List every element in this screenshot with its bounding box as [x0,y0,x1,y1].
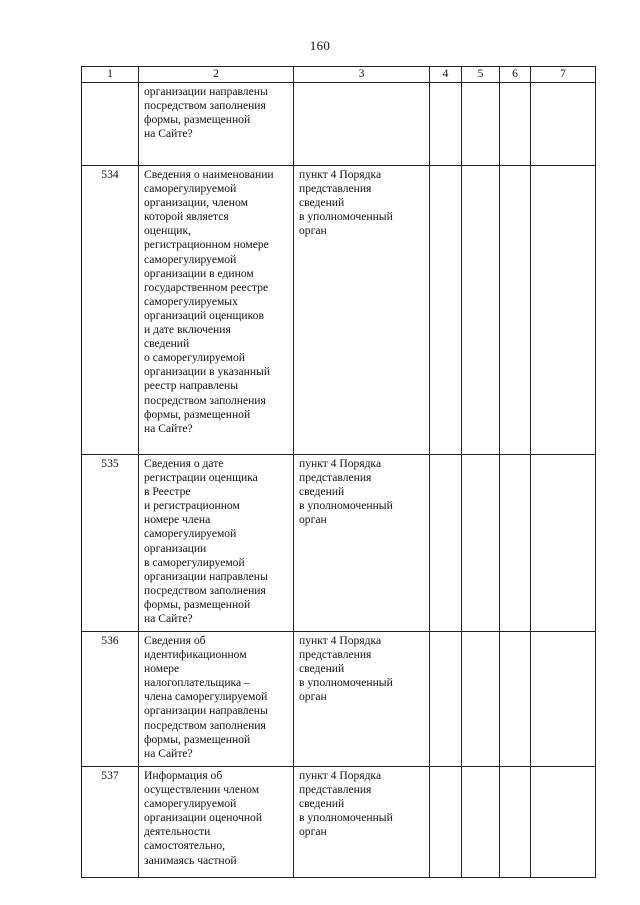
cell-col7 [531,83,596,166]
column-header-5: 5 [462,67,500,83]
cell-col6 [500,455,531,632]
cell-col5 [462,632,500,767]
page-number: 160 [309,38,331,53]
column-header-7: 7 [531,67,596,83]
cell-col7 [531,455,596,632]
legal-reference: пункт 4 Порядка представления сведений в уполномоченный орган [294,632,430,767]
cell-col6 [500,632,531,767]
legal-reference: пункт 4 Порядка представления сведений в уполномоченный орган [294,767,430,878]
column-header-3: 3 [294,67,430,83]
legal-reference: пункт 4 Порядка представления сведений в уполномоченный орган [294,455,430,632]
cell-col6 [500,166,531,455]
table-row-536 [82,632,596,767]
requirements-table [81,66,596,878]
column-header-4: 4 [430,67,462,83]
cell-col5 [462,767,500,878]
row-number: 536 [82,632,139,767]
column-header-2: 2 [139,67,294,83]
cell-col7 [531,166,596,455]
cell-col7 [531,767,596,878]
row-number [82,83,139,166]
table-row-534 [82,166,596,455]
row-number: 534 [82,166,139,455]
cell-col4 [430,632,462,767]
cell-col5 [462,166,500,455]
cell-col4 [430,767,462,878]
row-number: 537 [82,767,139,878]
column-header-1: 1 [82,67,139,83]
cell-col4 [430,166,462,455]
cell-col4 [430,83,462,166]
legal-reference: пункт 4 Порядка представления сведений в уполномоченный орган [294,166,430,455]
table-header-row [82,67,596,83]
cell-col4 [430,455,462,632]
cell-col5 [462,455,500,632]
cell-col7 [531,632,596,767]
row-number: 535 [82,455,139,632]
question-text: Информация об осуществлении членом саморегулируемой организации оценочной деятельности самостоятельно, занимаясь частной [139,767,294,878]
table-row-continued [82,83,596,166]
cell-col5 [462,83,500,166]
question-text: Сведения о наименовании саморегулируемой организации, членом которой является оценщик, регистрационном номере саморегулируемой организации в едином государственном реестре саморегулируемых организаций оценщиков и дате включения сведений о саморегулируемой организации в указанный реестр направлены посредством заполнения формы, размещенной на Сайте? [139,166,294,455]
question-text: Сведения об идентификационном номере налогоплательщика – члена саморегулируемой организации направлены посредством заполнения формы, размещенной на Сайте? [139,632,294,767]
legal-reference [294,83,430,166]
question-text: организации направлены посредством заполнения формы, размещенной на Сайте? [139,83,294,166]
cell-col6 [500,767,531,878]
column-header-6: 6 [500,67,531,83]
table-row-535 [82,455,596,632]
cell-col6 [500,83,531,166]
question-text: Сведения о дате регистрации оценщика в Реестре и регистрационном номере члена саморегулируемой организации в саморегулируемой организации направлены посредством заполнения формы, размещенной на Сайте? [139,455,294,632]
table-row-537 [82,767,596,878]
